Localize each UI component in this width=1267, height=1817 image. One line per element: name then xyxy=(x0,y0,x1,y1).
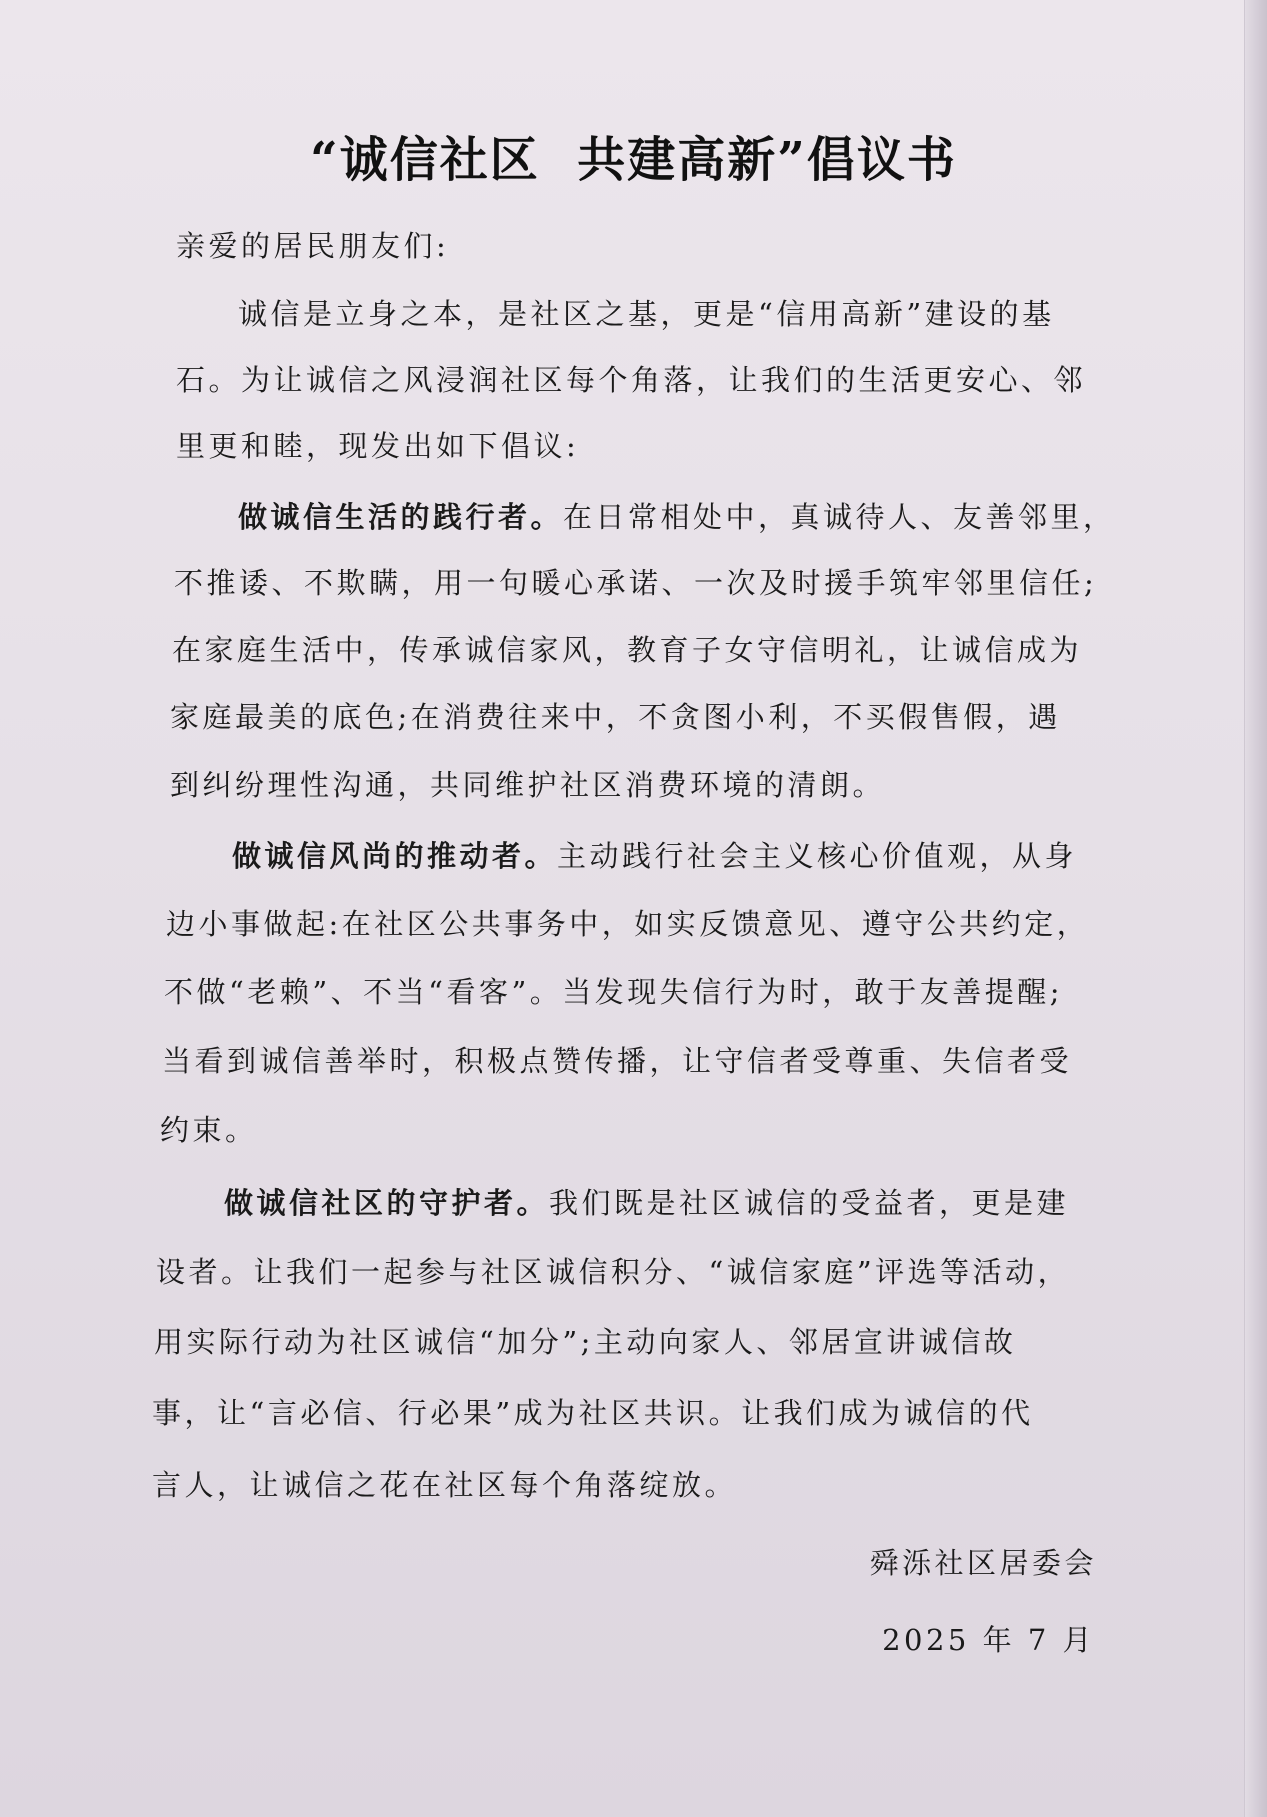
section2-lead: 做诚信风尚的推动者。 xyxy=(232,839,558,873)
signature-org: 舜泺社区居委会 xyxy=(869,1546,1097,1580)
section1-lead: 做诚信生活的践行者。 xyxy=(238,500,564,534)
section1-first-line xyxy=(238,497,1116,537)
section1-line: 到纠纷理性沟通，共同维护社区消费环境的清朗。 xyxy=(170,768,886,802)
intro-line: 石。为让诚信之风浸润社区每个角落，让我们的生活更安心、邻 xyxy=(176,363,1087,397)
signature-date: 2025 年 7 月 xyxy=(882,1623,1095,1657)
section3-first-line xyxy=(224,1183,1069,1223)
section1-first-rest: 在日常相处中，真诚待人、友善邻里， xyxy=(563,500,1116,534)
intro-line: 诚信是立身之本，是社区之基，更是“信用高新”建设的基 xyxy=(238,297,1055,331)
intro-line: 里更和睦，现发出如下倡议: xyxy=(176,429,580,463)
section1-line: 在家庭生活中，传承诚信家风，教育子女守信明礼，让诚信成为 xyxy=(172,633,1083,667)
section3-line: 设者。让我们一起参与社区诚信积分、“诚信家庭”评选等活动， xyxy=(156,1255,1071,1289)
section2-first-line xyxy=(232,836,1077,876)
section2-line: 边小事做起:在社区公共事务中，如实反馈意见、遵守公共约定， xyxy=(166,907,1090,941)
section2-first-rest: 主动践行社会主义核心价值观，从身 xyxy=(557,839,1078,873)
section3-line: 用实际行动为社区诚信“加分”;主动向家人、邻居宣讲诚信故 xyxy=(154,1325,1017,1359)
section3-first-rest: 我们既是社区诚信的受益者，更是建 xyxy=(549,1186,1070,1220)
section1-line: 不推诿、不欺瞒，用一句暖心承诺、一次及时援手筑牢邻里信任; xyxy=(174,566,1098,600)
salutation: 亲爱的居民朋友们: xyxy=(176,229,450,263)
section3-line: 言人，让诚信之花在社区每个角落绽放。 xyxy=(152,1468,738,1502)
section2-line: 当看到诚信善举时，积极点赞传播，让守信者受尊重、失信者受 xyxy=(162,1044,1073,1078)
section2-line: 约束。 xyxy=(160,1113,258,1147)
paper-edge xyxy=(1244,0,1267,1817)
document-title: “诚信社区 共建高新”倡议书 xyxy=(310,132,957,188)
section2-line: 不做“老赖”、不当“看客”。当发现失信行为时，敢于友善提醒; xyxy=(164,975,1064,1009)
section1-line: 家庭最美的底色;在消费往来中，不贪图小利，不买假售假，遇 xyxy=(170,700,1061,734)
section3-lead: 做诚信社区的守护者。 xyxy=(224,1186,550,1220)
section3-line: 事，让“言必信、行必果”成为社区共识。让我们成为诚信的代 xyxy=(152,1396,1034,1430)
